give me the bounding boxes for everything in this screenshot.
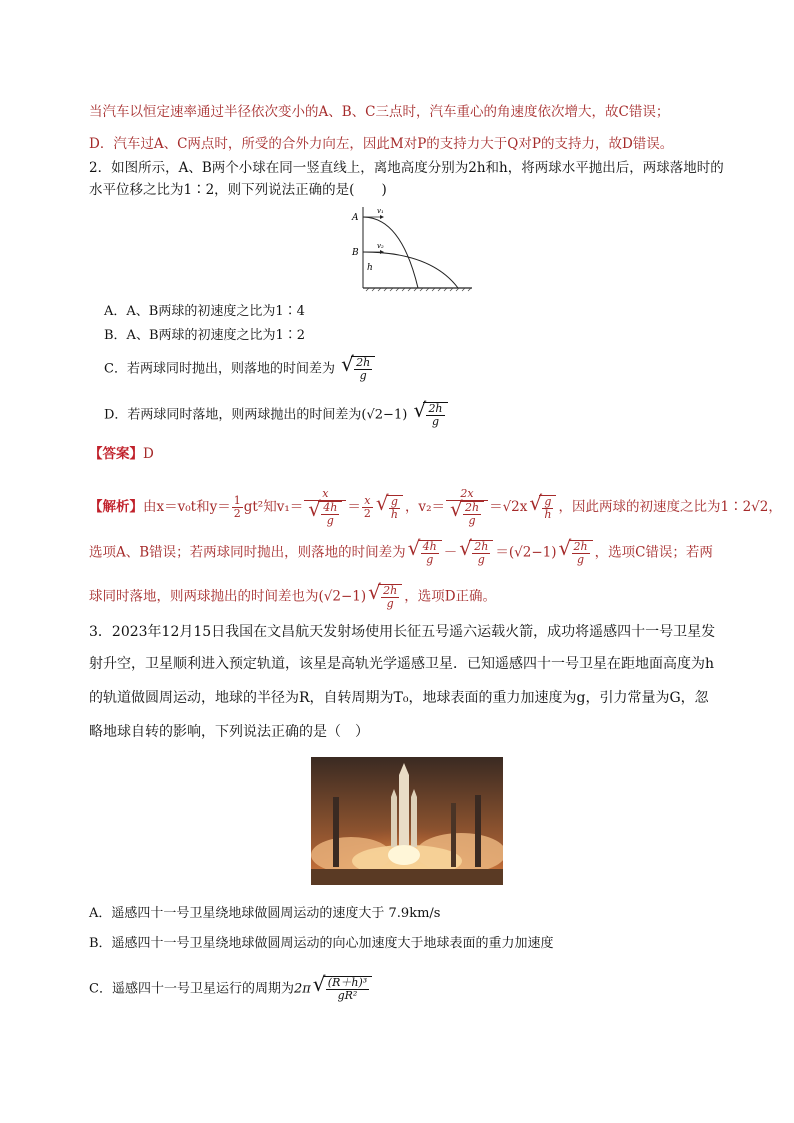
prev-solution-line-2: D．汽车过A、C两点时，所受的合外力向左，因此M对P的支持力大于Q对P的支持力，故D错误。: [89, 136, 674, 152]
fraction-half: $\frac{1}{2}$: [233, 494, 241, 520]
sqrt-2h-over-g: √ $\frac{2h}{g}$: [368, 584, 402, 610]
q2-analysis-line-1: [89, 488, 782, 527]
fraction-2x-over-sqrt: 2x √ $\frac{2h}{g}$: [446, 488, 488, 527]
analysis-text: ，选项C错误；若两: [594, 544, 713, 561]
analysis-text: ＝(√2−1): [495, 544, 557, 561]
sqrt-2h-over-g: √ $\frac{2h}{g}$: [341, 356, 375, 382]
q2-analysis-line-2: [89, 536, 713, 566]
q2-stem-line-1: 2．如图所示，A、B两个小球在同一竖直线上，离地高度分别为2h和h，将两球水平抛出后，两球落地时的: [89, 160, 724, 176]
answer-value: D: [143, 446, 154, 462]
answer-tag: 【答案】: [89, 446, 143, 462]
analysis-text: 由x＝v₀t和y＝: [143, 499, 231, 515]
sqrt-period-formula: √ $\frac{\text{(R＋h)³}}{\text{gR²}}$: [313, 976, 372, 1002]
q3-option-a: A．遥感四十一号卫星绕地球做圆周运动的速度大于 7.9km/s: [89, 906, 441, 921]
q2-analysis-line-3: [89, 580, 497, 610]
sqrt-g-over-h: √ $\frac{g}{h}$: [376, 495, 403, 521]
analysis-text: ＝√2x: [489, 499, 528, 515]
label-h: h: [367, 263, 373, 273]
analysis-text: 球同时落地，则两球抛出的时间差也为(√2−1): [89, 588, 367, 605]
trajectory-b: [363, 252, 458, 288]
label-v1: v₁: [377, 207, 384, 215]
label-b: B: [352, 248, 359, 258]
q3-stem-line-1: 3．2023年12月15日我国在文昌航天发射场使用长征五号遥六运载火箭，成功将遥感四十一号卫星发: [89, 624, 716, 640]
analysis-text: －: [443, 544, 458, 561]
rocket-launch-photo: [311, 757, 503, 885]
q2-answer: [89, 444, 154, 464]
sqrt-2h-over-g: √ $\frac{2h}{g}$: [459, 540, 493, 566]
sqrt-4h-over-g: √ $\frac{4h}{g}$: [408, 540, 442, 566]
q3-stem-line-4: 略地球自转的影响，下列说法正确的是（ ）: [89, 724, 369, 740]
analysis-text: ，选项D正确。: [404, 588, 497, 605]
q2-option-a: A．A、B两球的初速度之比为1∶4: [104, 304, 305, 319]
q3-option-c: [89, 972, 374, 1002]
q2-option-d: [104, 398, 450, 428]
projectile-diagram: [346, 202, 474, 298]
rocket-launch-svg: [311, 757, 503, 885]
label-a: A: [352, 213, 359, 223]
q2-option-b: B．A、B两球的初速度之比为1∶2: [104, 328, 306, 343]
sqrt-2h-over-g: √ $\frac{2h}{g}$: [559, 540, 593, 566]
q3-option-b: B．遥感四十一号卫星绕地球做圆周运动的向心加速度大于地球表面的重力加速度: [89, 936, 554, 951]
two-pi: 2π: [293, 981, 311, 997]
q2-option-c-text: C．若两球同时抛出，则落地的时间差为: [104, 361, 335, 377]
fraction-x-over-2: $\frac{x}{2}$: [363, 494, 371, 520]
analysis-tag: 【解析】: [89, 499, 143, 515]
fraction-x-over-sqrt: x √ $\frac{4h}{g}$: [304, 488, 346, 527]
analysis-text: ，因此两球的初速度之比为1∶2√2，: [558, 499, 782, 515]
label-v2: v₂: [377, 242, 384, 250]
v2-arrowhead: [380, 250, 384, 254]
sqrt-2h-over-g: √ $\frac{2h}{g}$: [413, 402, 447, 428]
q2-stem-line-2: 水平位移之比为1∶2，则下列说法正确的是( ): [89, 182, 387, 198]
analysis-text: gt²知v₁＝: [243, 499, 304, 515]
sqrt-g-over-h: √ $\frac{g}{h}$: [529, 495, 556, 521]
q3-stem-line-2: 射升空，卫星顺利进入预定轨道，该星是高轨光学遥感卫星．已知遥感四十一号卫星在距地面高度为h: [89, 656, 715, 672]
v1-arrowhead: [380, 215, 384, 219]
q3-option-c-text: C．遥感四十一号卫星运行的周期为: [89, 981, 294, 997]
analysis-text: ＝: [347, 499, 361, 515]
q2-option-c: [104, 352, 377, 382]
projectile-diagram-svg: [346, 202, 474, 298]
analysis-text: 选项A、B错误；若两球同时抛出，则落地的时间差为: [89, 544, 406, 561]
q2-option-d-text: D．若两球同时落地，则两球抛出的时间差为(√2−1): [104, 407, 408, 423]
analysis-text: ，v₂＝: [404, 499, 445, 515]
prev-solution-line-1: 当汽车以恒定速率通过半径依次变小的A、B、C三点时，汽车重心的角速度依次增大，故C错误；: [89, 104, 670, 120]
q3-stem-line-3: 的轨道做圆周运动，地球的半径为R，自转周期为T₀，地球表面的重力加速度为g，引力常量为G，忽: [89, 690, 709, 706]
